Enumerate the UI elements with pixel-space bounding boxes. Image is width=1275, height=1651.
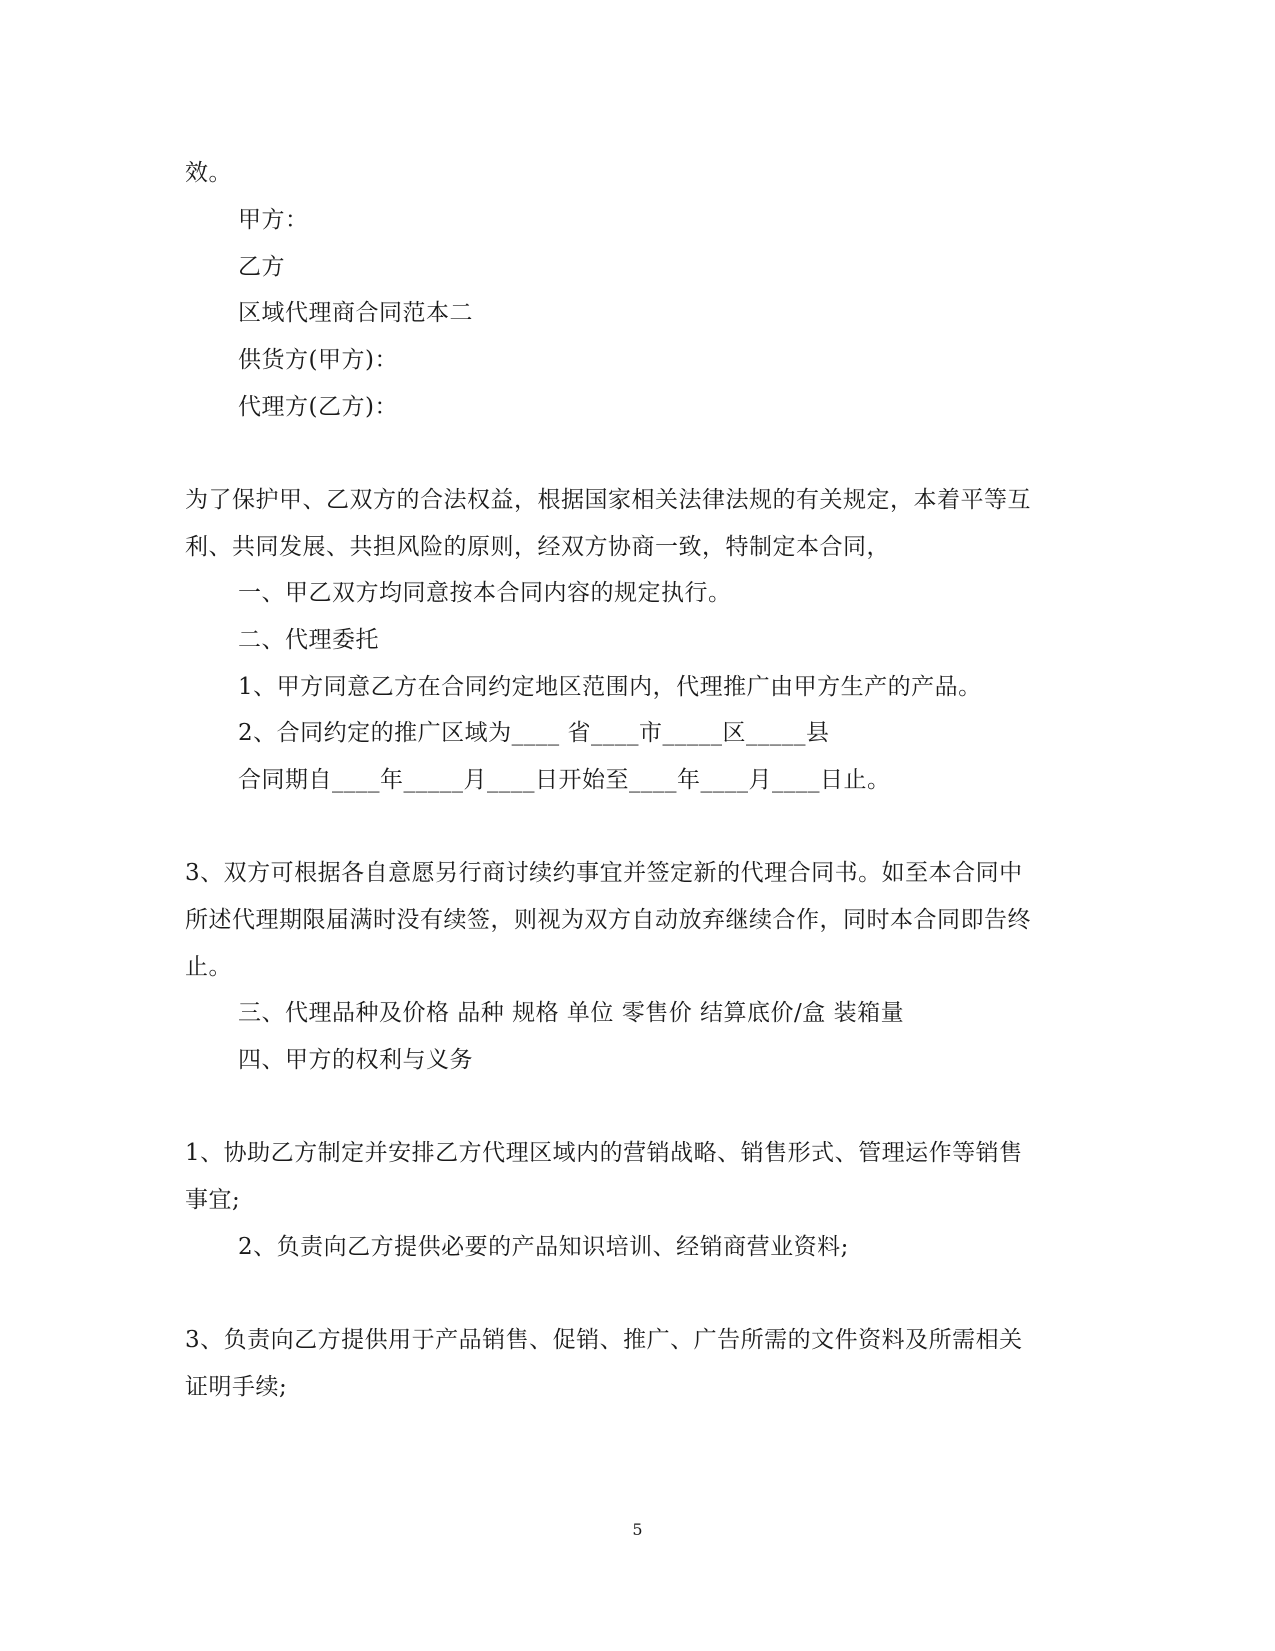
text-line: 1、协助乙方制定并安排乙方代理区域内的营销战略、销售形式、管理运作等销售 — [185, 1140, 1023, 1166]
text-line: 所述代理期限届满时没有续签，则视为双方自动放弃继续合作，同时本合同即告终 — [185, 907, 1031, 933]
text-line: 利、共同发展、共担风险的原则，经双方协商一致，特制定本合同， — [185, 534, 890, 560]
text-line: 合同期自____年_____月____日开始至____年____月____日止。 — [238, 767, 891, 793]
text-line: 2、负责向乙方提供必要的产品知识培训、经销商营业资料; — [238, 1234, 849, 1260]
text-line: 事宜; — [185, 1187, 241, 1213]
supplier-label: 供货方(甲方)： — [238, 347, 398, 373]
text-line: 2、合同约定的推广区域为____ 省____市_____区_____县 — [238, 720, 830, 746]
text-line: 1、甲方同意乙方在合同约定地区范围内，代理推广由甲方生产的产品。 — [238, 674, 982, 700]
text-line: 3、双方可根据各自意愿另行商讨续约事宜并签定新的代理合同书。如至本合同中 — [185, 860, 1023, 886]
page-number: 5 — [632, 1520, 643, 1539]
contract-title: 区域代理商合同范本二 — [238, 300, 473, 326]
text-line: 效。 — [185, 160, 232, 186]
text-line: 3、负责向乙方提供用于产品销售、促销、推广、广告所需的文件资料及所需相关 — [185, 1327, 1023, 1353]
text-line: 证明手续; — [185, 1374, 288, 1400]
text-line: 止。 — [185, 954, 232, 980]
clause-heading: 一、甲乙双方均同意按本合同内容的规定执行。 — [238, 580, 732, 606]
clause-heading: 二、代理委托 — [238, 627, 379, 653]
agent-label: 代理方(乙方)： — [238, 394, 398, 420]
text-line: 为了保护甲、乙双方的合法权益，根据国家相关法律法规的有关规定，本着平等互 — [185, 487, 1031, 513]
clause-heading: 三、代理品种及价格 品种 规格 单位 零售价 结算底价/盒 装箱量 — [238, 1000, 905, 1026]
party-b-label: 乙方 — [238, 254, 285, 280]
party-a-label: 甲方： — [238, 207, 309, 233]
clause-heading: 四、甲方的权利与义务 — [238, 1047, 473, 1073]
